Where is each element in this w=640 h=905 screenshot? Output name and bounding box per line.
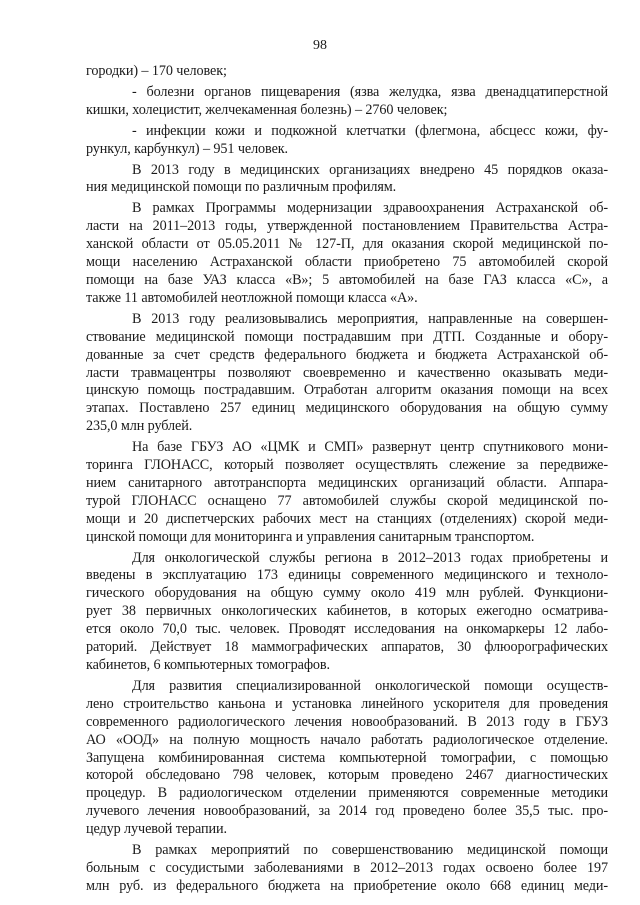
text-line: раторий. Действует 18 маммографических аппаратов, 30 флюорографических: [86, 639, 608, 656]
text-line: лучевого лечения новообразований, за 2014 год проведено более 35,5 тыс. про-: [86, 803, 608, 820]
text-line: больным с сосудистыми заболеваниями в 2012–2013 годах освоено более 197: [86, 859, 608, 876]
text-line: 235,0 млн рублей.: [86, 418, 193, 435]
text-line: введены в эксплуатацию 173 единицы современного медицинского и техноло-: [86, 567, 608, 584]
text-line: ласти травмацентры позволяют своевременно и качественно оказывать меди-: [86, 364, 608, 381]
text-line: также 11 автомобилей неотложной помощи класса «А».: [86, 289, 418, 306]
paragraph: [86, 200, 608, 307]
text-line: цинской помощи для мониторинга и управления санитарным транспортом.: [86, 528, 535, 545]
text-line: В рамках Программы модернизации здравоохранения Астраханской об-: [132, 200, 608, 217]
page-number: 98: [313, 38, 327, 53]
paragraph: [86, 162, 608, 198]
text-line: мощи населению Астраханской области приобретено 75 автомобилей скорой: [86, 254, 608, 271]
text-line: Запущена комбинированная система компьютерной томографии, с помощью: [86, 749, 608, 766]
text-line: ханской области от 05.05.2011 № 127-П, для оказания скорой медицинской по-: [86, 236, 608, 253]
text-line: АО «ООД» на полную мощность начало работать радиологическое отделение.: [86, 731, 608, 748]
text-line: лено строительство каньона и установка линейного ускорителя для проведения: [86, 695, 608, 712]
text-line: - инфекции кожи и подкожной клетчатки (флегмона, абсцесс кожи, фу-: [132, 122, 608, 139]
text-line: Для развития специализированной онкологической помощи осуществ-: [132, 677, 608, 694]
text-line: турой ГЛОНАСС оснащено 77 автомобилей службы скорой медицинской по-: [86, 492, 608, 509]
text-line: процедур. В радиологическом отделении применяются современные методики: [86, 785, 608, 802]
text-line: помощи на базе УАЗ класса «В»; 5 автомобилей на базе ГАЗ класса «С», а: [86, 271, 608, 288]
text-line: ется около 70,0 тыс. человек. Проводят исследования на онкомаркеры 12 лабо-: [86, 621, 608, 638]
text-line: рункул, карбункул) – 951 человек.: [86, 140, 289, 157]
text-line: современного радиологического лечения новообразований. В 2013 году в ГБУЗ: [86, 713, 608, 730]
paragraph: [86, 84, 608, 120]
text-line: Для онкологической службы региона в 2012–2013 годах приобретены и: [132, 549, 608, 566]
text-line: В рамках мероприятий по совершенствованию медицинской помощи: [132, 842, 608, 859]
paragraph: [86, 63, 608, 81]
text-line: млн руб. из федерального бюджета на приобретение около 668 единиц меди-: [86, 877, 608, 894]
text-line: дованные за счет средств федерального бюджета и бюджета Астраханской об-: [86, 346, 608, 363]
text-line: На базе ГБУЗ АО «ЦМК и СМП» развернут центр спутникового мони-: [132, 439, 608, 456]
paragraph: [86, 439, 608, 546]
text-line: В 2013 году реализовывались мероприятия, направленные на совершен-: [132, 310, 608, 327]
paragraph: [86, 311, 608, 436]
document-body: [86, 63, 608, 896]
text-line: ствование медицинской помощи пострадавшим при ДТП. Созданные и обору-: [86, 328, 608, 345]
text-line: кишки, холецистит, желчекаменная болезнь) – 2760 человек;: [86, 101, 448, 118]
text-line: нием санитарного автотранспорта медицинских организаций области. Аппара-: [86, 474, 608, 491]
paragraph: [86, 842, 608, 896]
text-line: цедур лучевой терапии.: [86, 821, 227, 838]
text-line: гического оборудования на общую сумму около 419 млн рублей. Функциони-: [86, 585, 608, 602]
text-line: этапах. Поставлено 257 единиц медицинского оборудования на общую сумму: [86, 400, 608, 417]
paragraph: [86, 550, 608, 675]
text-line: В 2013 году в медицинских организациях внедрено 45 порядков оказа-: [132, 161, 608, 178]
text-line: рует 38 первичных онкологических кабинетов, в которых ежегодно осматрива-: [86, 603, 608, 620]
text-line: - болезни органов пищеварения (язва желудка, язва двенадцатиперстной: [132, 83, 608, 100]
paragraph: [86, 123, 608, 159]
text-line: цинскую помощь пострадавшим. Отработан алгоритм оказания помощи на всех: [86, 382, 608, 399]
text-line: торинга ГЛОНАСС, который позволяет осуществлять слежение за передвиже-: [86, 457, 608, 474]
text-line: которой обследовано 798 человек, которым проведено 2467 диагностических: [86, 767, 608, 784]
text-line: городки) – 170 человек;: [86, 63, 227, 79]
text-line: ния медицинской помощи по различным профилям.: [86, 179, 397, 196]
paragraph: [86, 678, 608, 839]
text-line: ласти на 2011–2013 годы, утвержденной постановлением Правительства Астра-: [86, 218, 608, 235]
text-line: мощи и 20 диспетчерских рабочих мест на станциях (отделениях) скорой меди-: [86, 510, 608, 527]
text-line: кабинетов, 6 компьютерных томографов.: [86, 657, 330, 673]
